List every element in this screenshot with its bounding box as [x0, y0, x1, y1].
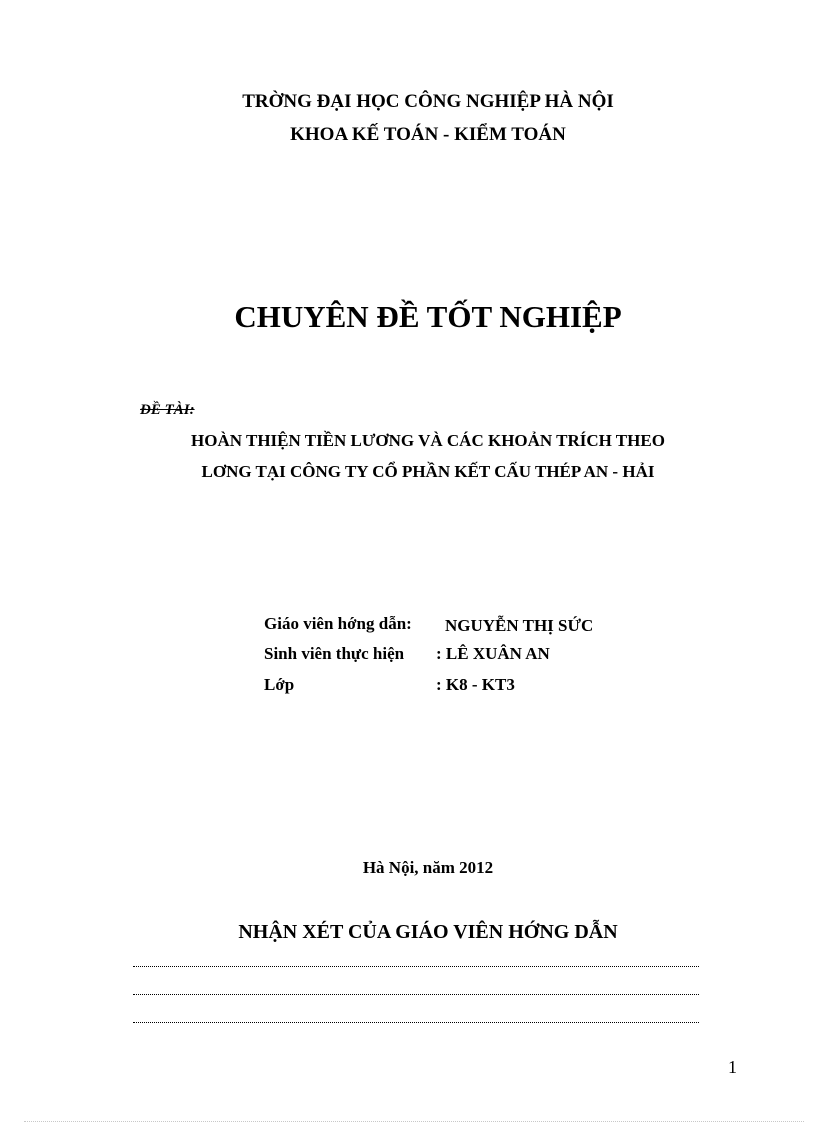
page-bottom-edge [24, 1121, 804, 1122]
topic-label: ĐỀ TÀI: [140, 402, 195, 418]
page-number: 1 [728, 1057, 737, 1077]
review-dotted-line [133, 1021, 699, 1023]
class-label: Lớp [264, 675, 295, 694]
place-date: Hà Nội, năm 2012 [362, 858, 494, 877]
class-value: : K8 - KT3 [436, 675, 515, 694]
supervisor-label: Giáo viên hớng dẫn: [264, 614, 412, 633]
student-label: Sinh viên thực hiện [264, 644, 405, 663]
topic-line-1: HOÀN THIỆN TIỀN LƯƠNG VÀ CÁC KHOẢN TRÍCH THEO [191, 431, 665, 450]
faculty-line: KHOA KẾ TOÁN - KIỂM TOÁN [290, 124, 566, 145]
review-dotted-line [133, 993, 699, 995]
review-heading: NHẬN XÉT CỦA GIÁO VIÊN HỚNG DẪN [238, 921, 618, 943]
review-dotted-line [133, 965, 699, 967]
supervisor-value: NGUYỄN THỊ SỨC [445, 616, 594, 635]
institution-line: TRỜNG ĐẠI HỌC CÔNG NGHIỆP HÀ NỘI [242, 91, 614, 112]
document-title: CHUYÊN ĐỀ TỐT NGHIỆP [234, 299, 622, 334]
student-value: : LÊ XUÂN AN [436, 644, 550, 663]
topic-line-2: LƠNG TẠI CÔNG TY CỔ PHẦN KẾT CẤU THÉP AN - HẢI [201, 462, 655, 481]
